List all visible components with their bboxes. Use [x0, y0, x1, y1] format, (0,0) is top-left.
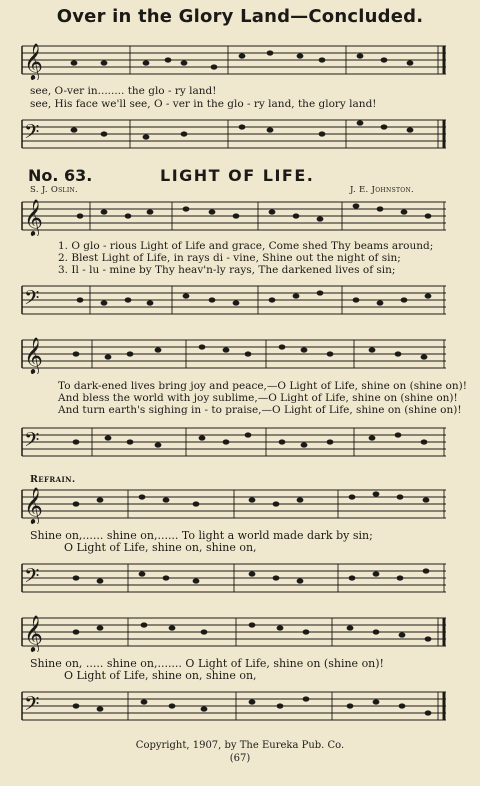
treble-staff-4 [0, 484, 480, 524]
verse-line-a-3: 3. Il - lu - mine by Thy heav'n-ly rays, The darkened lives of sin; [58, 264, 396, 276]
bass-staff-2 [0, 278, 480, 320]
lyricist-credit: S. J. Oslin. [30, 185, 79, 195]
page-title: Over in the Glory Land—Concluded. [56, 6, 424, 27]
bass-staff-5 [0, 684, 480, 726]
refrain-label: Refrain. [30, 474, 76, 485]
svg-text:𝄢: 𝄢 [24, 564, 40, 592]
verse-line-a-2: 2. Blest Light of Life, in rays di - vine, Shine out the night of sin; [58, 252, 401, 264]
bass-staff-1 [0, 112, 480, 154]
svg-text:𝄞: 𝄞 [24, 486, 43, 524]
svg-text:𝄞: 𝄞 [24, 42, 43, 80]
svg-text:𝄞: 𝄞 [24, 614, 43, 652]
hymn-number: No. 63. [28, 166, 93, 185]
refrain-line-1-bottom: O Light of Life, shine on, shine on, [64, 541, 257, 554]
bass-staff-4 [0, 556, 480, 598]
svg-text:𝄞: 𝄞 [24, 198, 43, 236]
top-lyric-1: see, O-ver in........ the glo - ry land! [30, 85, 217, 97]
treble-staff-1 [0, 40, 480, 80]
verse-line-b-3: And turn earth's sighing in - to praise,—O Light of Life, shine on (shine on)! [58, 404, 462, 416]
verse-line-b-1: To dark-ened lives bring joy and peace,—O Light of Life, shine on (shine on)! [58, 380, 467, 392]
bass-staff-3 [0, 420, 480, 462]
copyright-notice: Copyright, 1907, by The Eureka Pub. Co. [135, 740, 345, 751]
treble-staff-5 [0, 612, 480, 652]
treble-staff-3 [0, 334, 480, 374]
refrain-line-2-bottom: O Light of Life, shine on, shine on, [64, 669, 257, 682]
svg-text:𝄢: 𝄢 [24, 286, 40, 314]
svg-text:𝄢: 𝄢 [24, 692, 40, 720]
refrain-line-1-top: Shine on,...... shine on,...... To light a world made dark by sin; [30, 529, 373, 542]
refrain-line-2-top: Shine on, ..... shine on,....... O Light of Life, shine on (shine on)! [30, 657, 384, 670]
svg-text:𝄢: 𝄢 [24, 428, 40, 456]
composer-credit: J. E. Johnston. [350, 185, 415, 195]
verse-line-a-1: 1. O glo - rious Light of Life and grace, Come shed Thy beams around; [58, 240, 434, 252]
svg-text:𝄢: 𝄢 [24, 120, 40, 148]
treble-staff-2 [0, 196, 480, 236]
verse-line-b-2: And bless the world with joy sublime,—O Light of Life, shine on (shine on)! [58, 392, 458, 404]
page-number: (67) [229, 753, 251, 764]
svg-text:𝄞: 𝄞 [24, 336, 43, 374]
top-lyric-2: see, His face we'll see, O - ver in the glo - ry land, the glory land! [30, 98, 377, 110]
hymn-title: LIGHT OF LIFE. [160, 166, 315, 185]
